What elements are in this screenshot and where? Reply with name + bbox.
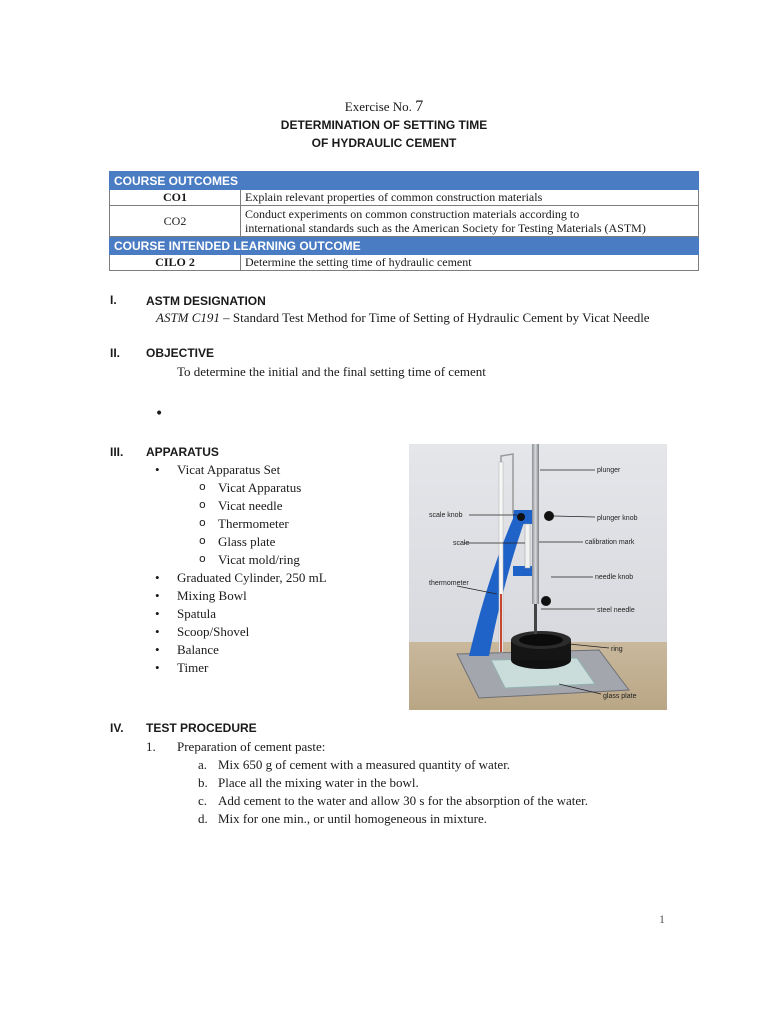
objective-text: To determine the initial and the final setting time of cement xyxy=(177,364,486,379)
section-4-title: TEST PROCEDURE xyxy=(146,721,257,735)
exercise-number: 7 xyxy=(415,98,424,115)
section-3-number: III. xyxy=(110,445,124,459)
list-item: o Vicat needle xyxy=(155,497,327,515)
substep-text: Mix for one min., or until homogeneous in mixture. xyxy=(218,811,487,826)
scale-knob-shape xyxy=(517,513,525,521)
section-1-number: I. xyxy=(110,293,117,307)
list-item: o Glass plate xyxy=(155,533,327,551)
cilo-header: COURSE INTENDED LEARNING OUTCOME xyxy=(110,237,699,255)
course-outcomes-header: COURSE OUTCOMES xyxy=(110,172,699,190)
scale-shape xyxy=(525,524,530,568)
substep-text: Place all the mixing water in the bowl. xyxy=(218,775,419,790)
co2-code: CO2 xyxy=(110,206,241,237)
substep-letter: b. xyxy=(198,775,208,790)
list-item: o Vicat Apparatus xyxy=(155,479,327,497)
co2-text xyxy=(241,206,699,237)
title-line-2: OF HYDRAULIC CEMENT xyxy=(311,136,457,150)
label-needle-knob: needle knob xyxy=(595,574,634,581)
substep-letter: c. xyxy=(198,793,208,808)
list-item xyxy=(146,756,588,774)
page-number: 1 xyxy=(659,912,665,926)
plunger-knob-shape xyxy=(544,511,554,521)
step-1-number: 1. xyxy=(146,739,156,754)
label-glass-plate: glass plate xyxy=(603,693,637,700)
section-4-number: IV. xyxy=(110,721,124,735)
list-item: • Vicat Apparatus Set xyxy=(155,461,327,479)
list-item: • Spatula xyxy=(155,605,327,623)
section-2-number: II. xyxy=(110,346,121,360)
needle-knob-shape xyxy=(541,596,551,606)
procedure-list xyxy=(146,738,588,828)
list-item xyxy=(146,810,588,828)
substep-text: Mix 650 g of cement with a measured quantity of water. xyxy=(218,757,511,772)
section-1-title: ASTM DESIGNATION xyxy=(146,294,266,308)
co2-text-line1: Conduct experiments on common construction materials according to xyxy=(245,207,580,221)
step-1-text: Preparation of cement paste: xyxy=(177,739,326,754)
section-2-title: OBJECTIVE xyxy=(146,346,215,360)
cilo2-code: CILO 2 xyxy=(110,255,241,271)
list-item xyxy=(146,792,588,810)
co2-text-line2: international standards such as the American Society for Testing Materials (ASTM) xyxy=(245,221,646,235)
astm-description: – Standard Test Method for Time of Setting of Hydraulic Cement by Vicat Needle xyxy=(219,310,650,325)
substep-letter: d. xyxy=(198,811,208,826)
label-scale: scale xyxy=(453,540,470,547)
substep-letter: a. xyxy=(198,757,208,772)
list-item: o Vicat mold/ring xyxy=(155,551,327,569)
substep-text: Add cement to the water and allow 30 s for the absorption of the water. xyxy=(218,793,589,808)
label-steel-needle: steel needle xyxy=(597,607,635,614)
thermometer-liquid xyxy=(500,594,502,652)
list-item xyxy=(146,738,588,756)
section-3-title: APPARATUS xyxy=(146,445,219,459)
label-plunger-knob: plunger knob xyxy=(597,515,638,522)
list-item xyxy=(146,774,588,792)
empty-bullet: • xyxy=(155,406,164,422)
steel-needle-shape xyxy=(534,604,537,634)
list-item: • Timer xyxy=(155,659,327,677)
list-item: • Graduated Cylinder, 250 mL xyxy=(155,569,327,587)
label-plunger: plunger xyxy=(597,467,621,474)
label-thermometer: thermometer xyxy=(429,580,469,587)
title-line-1: DETERMINATION OF SETTING TIME xyxy=(280,118,488,132)
list-item: • Balance xyxy=(155,641,327,659)
plunger-rod xyxy=(532,444,539,604)
exercise-heading xyxy=(0,98,768,116)
apparatus-list xyxy=(155,461,327,677)
label-calibration-mark: calibration mark xyxy=(585,539,635,546)
co1-text: Explain relevant properties of common construction materials xyxy=(241,190,699,206)
astm-code: ASTM C191 xyxy=(156,310,220,325)
label-ring: ring xyxy=(611,646,623,653)
astm-designation-text xyxy=(156,310,650,326)
label-scale-knob: scale knob xyxy=(429,512,463,519)
exercise-label: Exercise No. xyxy=(344,99,412,114)
list-item: • Mixing Bowl xyxy=(155,587,327,605)
vicat-apparatus-figure xyxy=(409,444,667,710)
outcomes-table xyxy=(109,171,699,271)
cilo2-text: Determine the setting time of hydraulic cement xyxy=(241,255,699,271)
list-item: o Thermometer xyxy=(155,515,327,533)
list-item: • Scoop/Shovel xyxy=(155,623,327,641)
ring-opening xyxy=(519,634,563,646)
co1-code: CO1 xyxy=(110,190,241,206)
